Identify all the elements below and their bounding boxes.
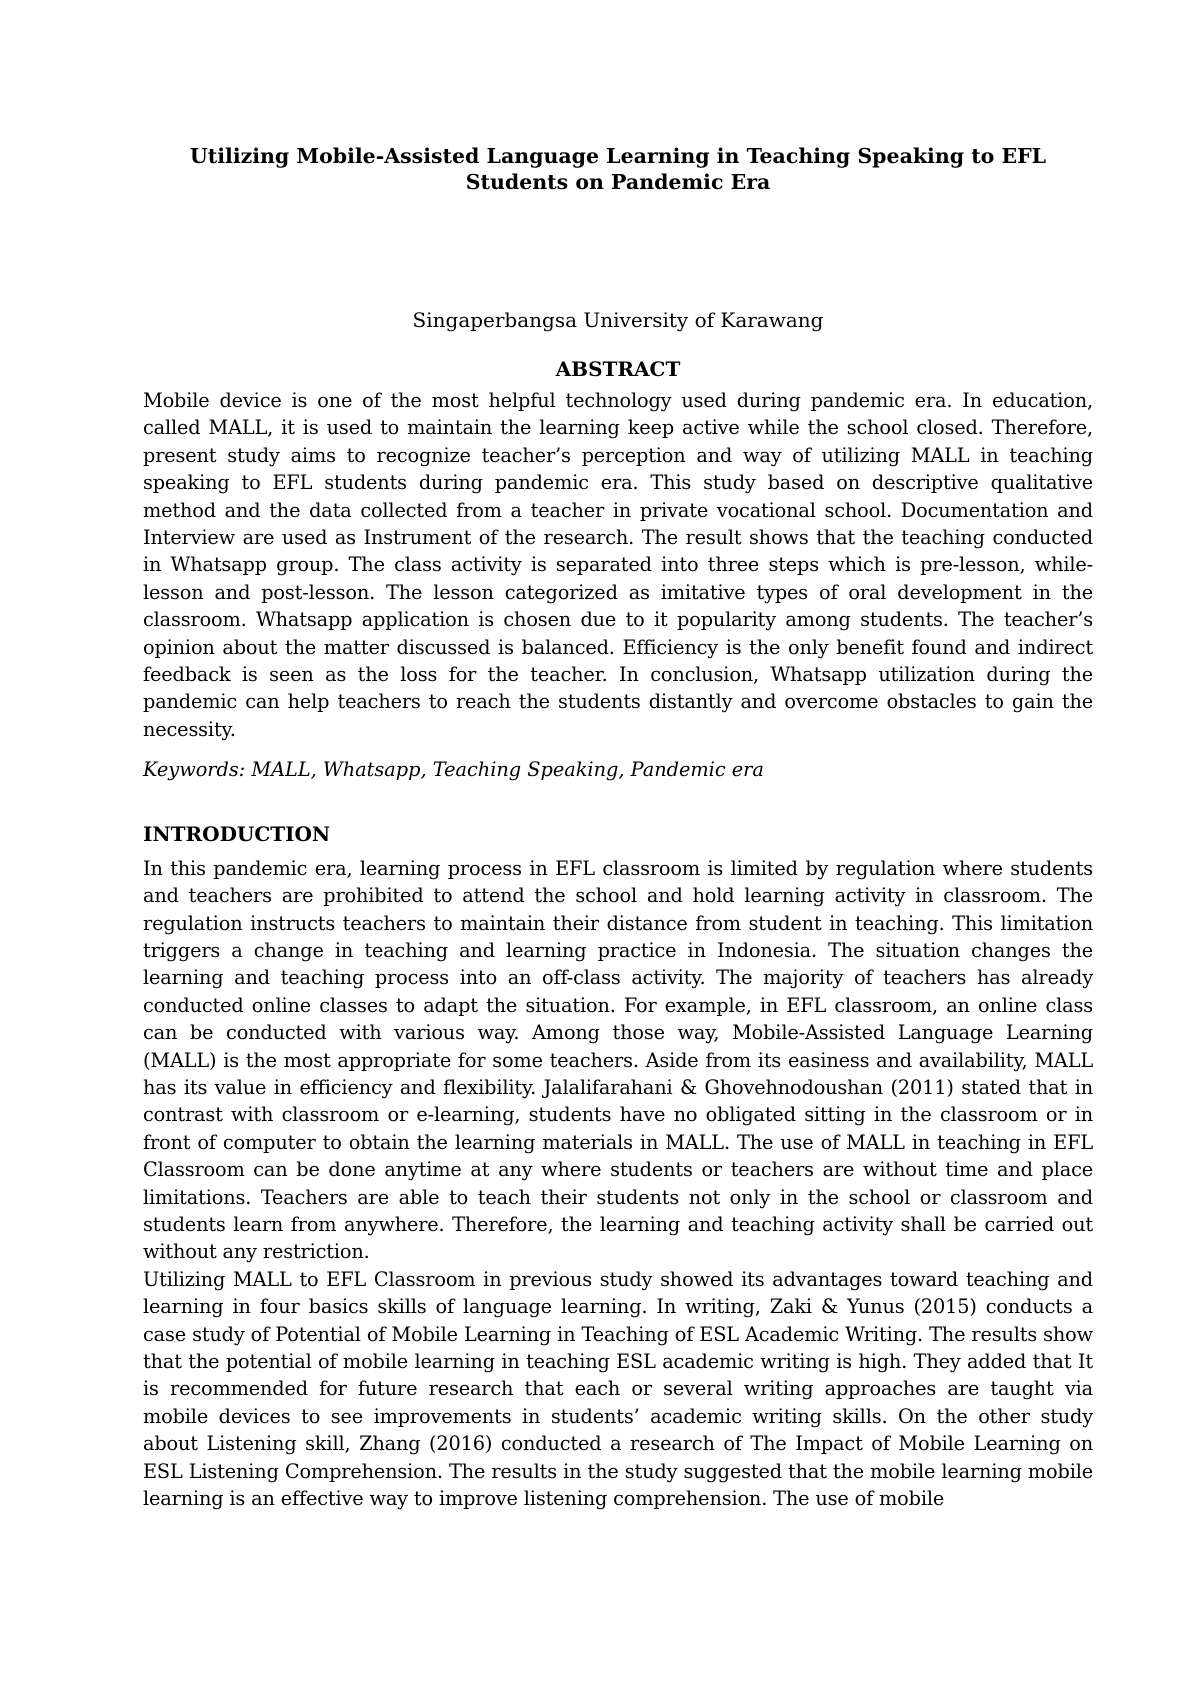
introduction-paragraph-1: In this pandemic era, learning process in EFL classroom is limited by regulation where students and teachers are prohibited to attend the school and hold learning activity in classroom. The regulation instructs teachers to maintain their distance from student in teaching. This limitation triggers a change in teaching and learning practice in Indonesia. The situation changes the learning and teaching process into an off-class activity. The majority of teachers has already conducted online classes to adapt the situation. For example, in EFL classroom, an online class can be conducted with various way. Among those way, Mobile-Assisted Language Learning (MALL) is the most appropriate for some teachers. Aside from its easiness and availability, MALL has its value in efficiency and flexibility. Jalalifarahani & Ghovehnodoushan (2011) stated that in contrast with classroom or e-learning, students have no obligated sitting in the classroom or in front of computer to obtain the learning materials in MALL. The use of MALL in teaching in EFL Classroom can be done anytime at any where students or teachers are without time and place limitations. Teachers are able to teach their students not only in the school or classroom and students learn from anywhere. Therefore, the learning and teaching activity shall be carried out without any restriction. <box>143 856 1093 1264</box>
paper-title: Utilizing Mobile-Assisted Language Learning in Teaching Speaking to EFL Students on Pandemic Era <box>189 144 1047 194</box>
abstract-heading: ABSTRACT <box>555 357 681 381</box>
page-content <box>143 143 1093 1512</box>
author-affiliation: Singaperbangsa University of Karawang <box>412 308 824 332</box>
introduction-heading: INTRODUCTION <box>143 821 331 846</box>
keywords-line: Keywords: MALL, Whatsapp, Teaching Speaking, Pandemic era <box>143 758 764 782</box>
abstract-text: Mobile device is one of the most helpful technology used during pandemic era. In education, called MALL, it is used to maintain the learning keep active while the school closed. Therefore, present study aims to recognize teacher’s perception and way of utilizing MALL in teaching speaking to EFL students during pandemic era. This study based on descriptive qualitative method and the data collected from a teacher in private vocational school. Documentation and Interview are used as Instrument of the research. The result shows that the teaching conducted in Whatsapp group. The class activity is separated into three steps which is pre-lesson, while-lesson and post-lesson. The lesson categorized as imitative types of oral development in the classroom. Whatsapp application is chosen due to it popularity among students. The teacher’s opinion about the matter discussed is balanced. Efficiency is the only benefit found and indirect feedback is seen as the loss for the teacher. In conclusion, Whatsapp utilization during the pandemic can help teachers to reach the students distantly and overcome obstacles to gain the necessity. <box>143 389 1093 741</box>
introduction-paragraph-2: Utilizing MALL to EFL Classroom in previous study showed its advantages toward teaching and learning in four basics skills of language learning. In writing, Zaki & Yunus (2015) conducts a case study of Potential of Mobile Learning in Teaching of ESL Academic Writing. The results show that the potential of mobile learning in teaching ESL academic writing is high. They added that It is recommended for future research that each or several writing approaches are taught via mobile devices to see improvements in students’ academic writing skills. On the other study about Listening skill, Zhang (2016) conducted a research of The Impact of Mobile Learning on ESL Listening Comprehension. The results in the study suggested that the mobile learning mobile learning is an effective way to improve listening comprehension. The use of mobile <box>143 1267 1093 1511</box>
